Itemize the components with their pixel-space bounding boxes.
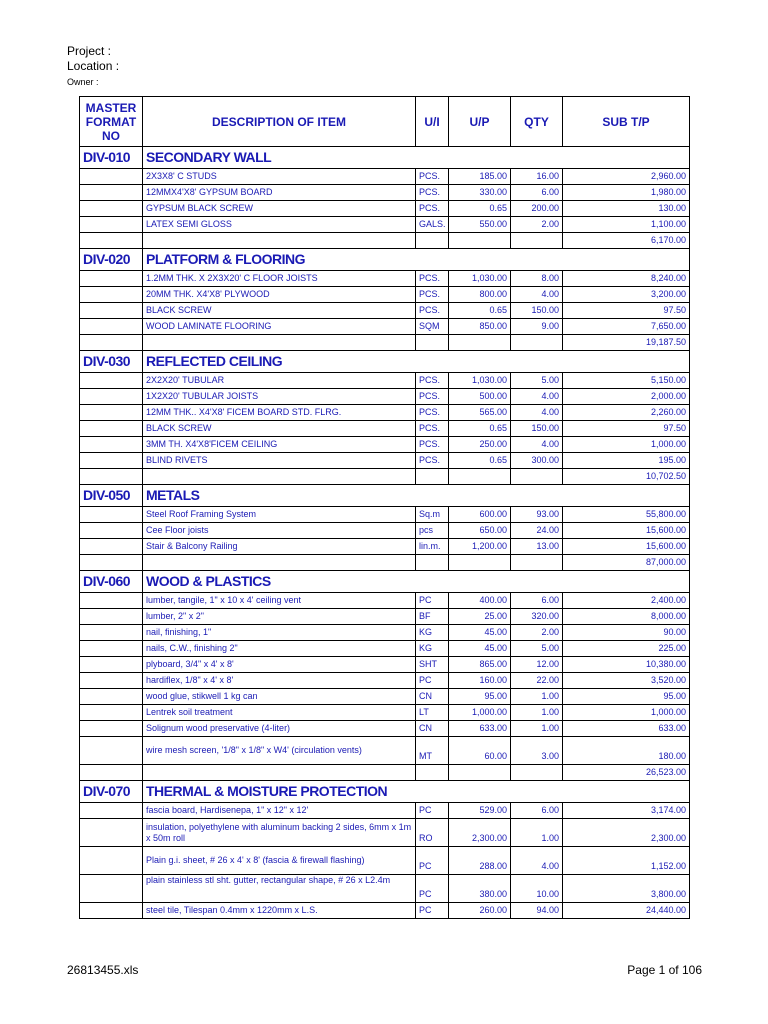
cell-qty: 8.00 <box>511 271 563 287</box>
cell-description: BLIND RIVETS <box>143 453 416 469</box>
cell-empty <box>449 233 511 249</box>
cell-master <box>80 185 143 201</box>
cell-description: WOOD LAMINATE FLOORING <box>143 319 416 335</box>
cell-master <box>80 287 143 303</box>
cell-unit-price: 1,030.00 <box>449 271 511 287</box>
cell-unit: MT <box>416 737 449 765</box>
division-header-row <box>80 249 690 271</box>
cell-qty: 1.00 <box>511 819 563 847</box>
cell-unit-price: 160.00 <box>449 673 511 689</box>
cell-subtotal: 55,800.00 <box>563 507 690 523</box>
cell-empty <box>416 555 449 571</box>
col-unit: U/I <box>416 97 449 147</box>
cell-unit-price: 25.00 <box>449 609 511 625</box>
cell-master <box>80 641 143 657</box>
cell-master <box>80 421 143 437</box>
cell-description: Cee Floor joists <box>143 523 416 539</box>
cell-empty <box>143 469 416 485</box>
cell-subtotal: 2,300.00 <box>563 819 690 847</box>
cell-empty <box>80 233 143 249</box>
cell-description: GYPSUM BLACK SCREW <box>143 201 416 217</box>
cell-unit-price: 185.00 <box>449 169 511 185</box>
cell-master <box>80 819 143 847</box>
table-row <box>80 523 690 539</box>
cell-qty: 6.00 <box>511 185 563 201</box>
cell-qty: 150.00 <box>511 303 563 319</box>
cell-empty <box>80 555 143 571</box>
cell-unit: PCS. <box>416 453 449 469</box>
cell-description: Solignum wood preservative (4-liter) <box>143 721 416 737</box>
cell-master <box>80 689 143 705</box>
cell-empty <box>143 233 416 249</box>
cell-qty: 320.00 <box>511 609 563 625</box>
cell-empty <box>143 335 416 351</box>
cell-empty <box>449 765 511 781</box>
cell-unit-price: 850.00 <box>449 319 511 335</box>
cell-qty: 4.00 <box>511 405 563 421</box>
cell-unit-price: 95.00 <box>449 689 511 705</box>
table-row <box>80 803 690 819</box>
table-row <box>80 819 690 847</box>
cell-unit: PCS. <box>416 303 449 319</box>
cell-subtotal: 2,000.00 <box>563 389 690 405</box>
division-title: PLATFORM & FLOORING <box>143 249 690 271</box>
cell-subtotal: 130.00 <box>563 201 690 217</box>
cell-unit-price: 1,200.00 <box>449 539 511 555</box>
cell-subtotal: 95.00 <box>563 689 690 705</box>
cell-unit: CN <box>416 721 449 737</box>
table-row <box>80 903 690 919</box>
cell-subtotal: 2,400.00 <box>563 593 690 609</box>
cell-unit: SQM <box>416 319 449 335</box>
cell-qty: 12.00 <box>511 657 563 673</box>
cell-subtotal: 2,260.00 <box>563 405 690 421</box>
cell-unit-price: 0.65 <box>449 303 511 319</box>
cell-empty <box>511 469 563 485</box>
cell-unit: PCS. <box>416 437 449 453</box>
cell-subtotal: 90.00 <box>563 625 690 641</box>
cell-subtotal: 3,200.00 <box>563 287 690 303</box>
cell-master <box>80 217 143 233</box>
cell-description: Steel Roof Framing System <box>143 507 416 523</box>
cell-qty: 1.00 <box>511 689 563 705</box>
cell-description: 2X3X8' C STUDS <box>143 169 416 185</box>
cell-master <box>80 673 143 689</box>
cell-master <box>80 737 143 765</box>
cell-subtotal: 97.50 <box>563 303 690 319</box>
cell-qty: 6.00 <box>511 803 563 819</box>
col-subtotal: SUB T/P <box>563 97 690 147</box>
division-code: DIV-030 <box>80 351 143 373</box>
cell-master <box>80 201 143 217</box>
cell-unit-price: 1,000.00 <box>449 705 511 721</box>
cell-empty <box>449 469 511 485</box>
cell-unit: PCS. <box>416 201 449 217</box>
owner-label: Owner : <box>67 77 99 87</box>
cell-qty: 3.00 <box>511 737 563 765</box>
table-row <box>80 373 690 389</box>
cell-unit: pcs <box>416 523 449 539</box>
division-subtotal: 87,000.00 <box>563 555 690 571</box>
cell-empty <box>511 335 563 351</box>
cell-subtotal: 195.00 <box>563 453 690 469</box>
cell-qty: 2.00 <box>511 625 563 641</box>
table-row <box>80 539 690 555</box>
cell-qty: 93.00 <box>511 507 563 523</box>
table-row <box>80 185 690 201</box>
cell-qty: 24.00 <box>511 523 563 539</box>
table-row <box>80 169 690 185</box>
cell-description: plain stainless stl sht. gutter, rectangular shape, # 26 x L2.4m <box>143 875 416 903</box>
footer-page-number: Page 1 of 106 <box>627 963 702 977</box>
table-row <box>80 673 690 689</box>
cell-unit-price: 550.00 <box>449 217 511 233</box>
table-row <box>80 593 690 609</box>
cell-description: BLACK SCREW <box>143 303 416 319</box>
cell-unit: PC <box>416 847 449 875</box>
cell-master <box>80 437 143 453</box>
cell-unit-price: 565.00 <box>449 405 511 421</box>
cell-subtotal: 8,000.00 <box>563 609 690 625</box>
subtotal-row <box>80 233 690 249</box>
cell-qty: 94.00 <box>511 903 563 919</box>
cell-unit-price: 60.00 <box>449 737 511 765</box>
cell-unit: PC <box>416 875 449 903</box>
cell-master <box>80 721 143 737</box>
cell-subtotal: 2,960.00 <box>563 169 690 185</box>
cell-qty: 1.00 <box>511 705 563 721</box>
cell-unit-price: 633.00 <box>449 721 511 737</box>
cell-subtotal: 7,650.00 <box>563 319 690 335</box>
division-header-row <box>80 351 690 373</box>
division-subtotal: 10,702.50 <box>563 469 690 485</box>
cell-qty: 2.00 <box>511 217 563 233</box>
cell-qty: 4.00 <box>511 437 563 453</box>
cell-unit: PCS. <box>416 373 449 389</box>
cell-description: nails, C.W., finishing 2" <box>143 641 416 657</box>
cell-qty: 4.00 <box>511 287 563 303</box>
cell-description: Lentrek soil treatment <box>143 705 416 721</box>
cell-subtotal: 10,380.00 <box>563 657 690 673</box>
cell-empty <box>143 555 416 571</box>
cell-unit-price: 865.00 <box>449 657 511 673</box>
cell-master <box>80 405 143 421</box>
cell-master <box>80 593 143 609</box>
cell-master <box>80 373 143 389</box>
cell-master <box>80 625 143 641</box>
cell-qty: 1.00 <box>511 721 563 737</box>
cell-unit-price: 250.00 <box>449 437 511 453</box>
cell-master <box>80 539 143 555</box>
table-row <box>80 507 690 523</box>
cell-unit: PC <box>416 593 449 609</box>
table-row <box>80 287 690 303</box>
cell-description: plyboard, 3/4" x 4' x 8' <box>143 657 416 673</box>
cell-unit-price: 45.00 <box>449 641 511 657</box>
cell-unit: lin.m. <box>416 539 449 555</box>
cell-qty: 10.00 <box>511 875 563 903</box>
cell-empty <box>80 335 143 351</box>
division-header-row <box>80 781 690 803</box>
cell-description: wood glue, stikwell 1 kg can <box>143 689 416 705</box>
cell-master <box>80 803 143 819</box>
division-title: METALS <box>143 485 690 507</box>
cell-unit: PCS. <box>416 185 449 201</box>
division-header-row <box>80 571 690 593</box>
cell-master <box>80 875 143 903</box>
cell-unit-price: 500.00 <box>449 389 511 405</box>
division-title: REFLECTED CEILING <box>143 351 690 373</box>
cell-unit: PCS. <box>416 389 449 405</box>
cell-subtotal: 225.00 <box>563 641 690 657</box>
cell-qty: 4.00 <box>511 847 563 875</box>
cell-unit: PC <box>416 673 449 689</box>
cell-unit-price: 260.00 <box>449 903 511 919</box>
division-subtotal: 6,170.00 <box>563 233 690 249</box>
subtotal-row <box>80 335 690 351</box>
division-header-row <box>80 485 690 507</box>
cell-qty: 5.00 <box>511 373 563 389</box>
cell-unit-price: 2,300.00 <box>449 819 511 847</box>
cell-unit: PCS. <box>416 405 449 421</box>
cell-empty <box>449 555 511 571</box>
cell-unit: BF <box>416 609 449 625</box>
division-title: WOOD & PLASTICS <box>143 571 690 593</box>
cell-empty <box>80 469 143 485</box>
table-row <box>80 875 690 903</box>
division-code: DIV-050 <box>80 485 143 507</box>
cell-qty: 13.00 <box>511 539 563 555</box>
cell-description: Stair & Balcony Railing <box>143 539 416 555</box>
cell-unit: PC <box>416 903 449 919</box>
subtotal-row <box>80 555 690 571</box>
cell-master <box>80 389 143 405</box>
cell-description: 3MM TH. X4'X8'FICEM CEILING <box>143 437 416 453</box>
cell-unit: SHT <box>416 657 449 673</box>
cell-qty: 4.00 <box>511 389 563 405</box>
footer-filename: 26813455.xls <box>67 963 139 977</box>
cell-unit-price: 330.00 <box>449 185 511 201</box>
cell-unit-price: 0.65 <box>449 421 511 437</box>
table-row <box>80 847 690 875</box>
cell-description: LATEX SEMI GLOSS <box>143 217 416 233</box>
cell-description: BLACK SCREW <box>143 421 416 437</box>
cell-qty: 22.00 <box>511 673 563 689</box>
table-row <box>80 303 690 319</box>
table-row <box>80 421 690 437</box>
cell-empty <box>80 765 143 781</box>
cell-unit-price: 600.00 <box>449 507 511 523</box>
cell-master <box>80 705 143 721</box>
cell-description: 12MMX4'X8' GYPSUM BOARD <box>143 185 416 201</box>
cell-description: lumber, 2" x 2" <box>143 609 416 625</box>
cell-empty <box>143 765 416 781</box>
cell-master <box>80 271 143 287</box>
cell-master <box>80 523 143 539</box>
cell-unit: CN <box>416 689 449 705</box>
cell-master <box>80 657 143 673</box>
cell-unit-price: 380.00 <box>449 875 511 903</box>
cell-subtotal: 3,520.00 <box>563 673 690 689</box>
cell-subtotal: 3,800.00 <box>563 875 690 903</box>
cell-unit-price: 0.65 <box>449 201 511 217</box>
cell-description: insulation, polyethylene with aluminum backing 2 sides, 6mm x 1m x 50m roll <box>143 819 416 847</box>
cell-description: 2X2X20' TUBULAR <box>143 373 416 389</box>
cell-unit-price: 45.00 <box>449 625 511 641</box>
cell-empty <box>416 469 449 485</box>
cell-unit: RO <box>416 819 449 847</box>
table-header-row <box>80 97 690 147</box>
table-row <box>80 609 690 625</box>
division-code: DIV-060 <box>80 571 143 593</box>
cell-master <box>80 507 143 523</box>
cell-empty <box>416 335 449 351</box>
cell-subtotal: 180.00 <box>563 737 690 765</box>
cell-empty <box>449 335 511 351</box>
cell-unit-price: 288.00 <box>449 847 511 875</box>
cell-unit-price: 0.65 <box>449 453 511 469</box>
table-row <box>80 201 690 217</box>
cell-description: hardiflex, 1/8" x 4' x 8' <box>143 673 416 689</box>
project-label: Project : <box>67 44 112 58</box>
division-subtotal: 26,523.00 <box>563 765 690 781</box>
cell-unit: PCS. <box>416 421 449 437</box>
cell-qty: 5.00 <box>511 641 563 657</box>
cell-description: lumber, tangile, 1" x 10 x 4' ceiling vent <box>143 593 416 609</box>
location-label: Location : <box>67 59 120 73</box>
table-row <box>80 389 690 405</box>
cell-unit: LT <box>416 705 449 721</box>
cell-subtotal: 1,100.00 <box>563 217 690 233</box>
division-code: DIV-020 <box>80 249 143 271</box>
cell-subtotal: 1,980.00 <box>563 185 690 201</box>
cell-qty: 9.00 <box>511 319 563 335</box>
subtotal-row <box>80 469 690 485</box>
cell-qty: 6.00 <box>511 593 563 609</box>
bill-of-quantities-table <box>79 96 690 919</box>
cell-subtotal: 15,600.00 <box>563 523 690 539</box>
cell-unit-price: 650.00 <box>449 523 511 539</box>
cell-subtotal: 1,000.00 <box>563 437 690 453</box>
cell-unit: PCS. <box>416 287 449 303</box>
col-unit-price: U/P <box>449 97 511 147</box>
cell-master <box>80 303 143 319</box>
cell-subtotal: 1,152.00 <box>563 847 690 875</box>
cell-unit-price: 529.00 <box>449 803 511 819</box>
cell-subtotal: 24,440.00 <box>563 903 690 919</box>
cell-master <box>80 903 143 919</box>
cell-subtotal: 97.50 <box>563 421 690 437</box>
cell-unit: PCS. <box>416 271 449 287</box>
cell-unit: GALS. <box>416 217 449 233</box>
table-row <box>80 453 690 469</box>
table-row <box>80 657 690 673</box>
cell-empty <box>511 765 563 781</box>
cell-master <box>80 319 143 335</box>
cell-empty <box>416 765 449 781</box>
division-code: DIV-070 <box>80 781 143 803</box>
cell-qty: 16.00 <box>511 169 563 185</box>
cell-unit: PCS. <box>416 169 449 185</box>
cell-subtotal: 1,000.00 <box>563 705 690 721</box>
col-description: DESCRIPTION OF ITEM <box>143 97 416 147</box>
cell-empty <box>511 555 563 571</box>
cell-subtotal: 15,600.00 <box>563 539 690 555</box>
table-row <box>80 437 690 453</box>
cell-unit-price: 400.00 <box>449 593 511 609</box>
cell-unit: PC <box>416 803 449 819</box>
cell-master <box>80 453 143 469</box>
table-row <box>80 271 690 287</box>
table-row <box>80 319 690 335</box>
cell-description: Plain g.i. sheet, # 26 x 4' x 8' (fascia & firewall flashing) <box>143 847 416 875</box>
division-title: THERMAL & MOISTURE PROTECTION <box>143 781 690 803</box>
table-row <box>80 737 690 765</box>
cell-empty <box>416 233 449 249</box>
cell-master <box>80 609 143 625</box>
cell-subtotal: 3,174.00 <box>563 803 690 819</box>
cell-qty: 300.00 <box>511 453 563 469</box>
division-title: SECONDARY WALL <box>143 147 690 169</box>
division-code: DIV-010 <box>80 147 143 169</box>
cell-description: 1X2X20' TUBULAR JOISTS <box>143 389 416 405</box>
cell-unit: KG <box>416 641 449 657</box>
cell-description: steel tile, Tilespan 0.4mm x 1220mm x L.S. <box>143 903 416 919</box>
cell-qty: 200.00 <box>511 201 563 217</box>
table-row <box>80 405 690 421</box>
cell-unit-price: 1,030.00 <box>449 373 511 389</box>
cell-description: 12MM THK.. X4'X8' FICEM BOARD STD. FLRG. <box>143 405 416 421</box>
cell-unit: KG <box>416 625 449 641</box>
table-row <box>80 641 690 657</box>
cell-unit-price: 800.00 <box>449 287 511 303</box>
division-subtotal: 19,187.50 <box>563 335 690 351</box>
col-qty: QTY <box>511 97 563 147</box>
division-header-row <box>80 147 690 169</box>
table-row <box>80 705 690 721</box>
cell-master <box>80 847 143 875</box>
table-row <box>80 625 690 641</box>
cell-description: 20MM THK. X4'X8' PLYWOOD <box>143 287 416 303</box>
table-row <box>80 217 690 233</box>
cell-master <box>80 169 143 185</box>
table-row <box>80 689 690 705</box>
cell-subtotal: 8,240.00 <box>563 271 690 287</box>
cell-description: fascia board, Hardisenepa, 1" x 12" x 12' <box>143 803 416 819</box>
cell-subtotal: 5,150.00 <box>563 373 690 389</box>
cell-subtotal: 633.00 <box>563 721 690 737</box>
table-body <box>80 147 690 919</box>
col-master-format: MASTER FORMAT NO <box>80 97 143 147</box>
cell-description: 1.2MM THK. X 2X3X20' C FLOOR JOISTS <box>143 271 416 287</box>
cell-description: wire mesh screen, '1/8" x 1/8" x W4' (circulation vents) <box>143 737 416 765</box>
cell-empty <box>511 233 563 249</box>
table-row <box>80 721 690 737</box>
subtotal-row <box>80 765 690 781</box>
cell-qty: 150.00 <box>511 421 563 437</box>
cell-unit: Sq.m <box>416 507 449 523</box>
cell-description: nail, finishing, 1" <box>143 625 416 641</box>
